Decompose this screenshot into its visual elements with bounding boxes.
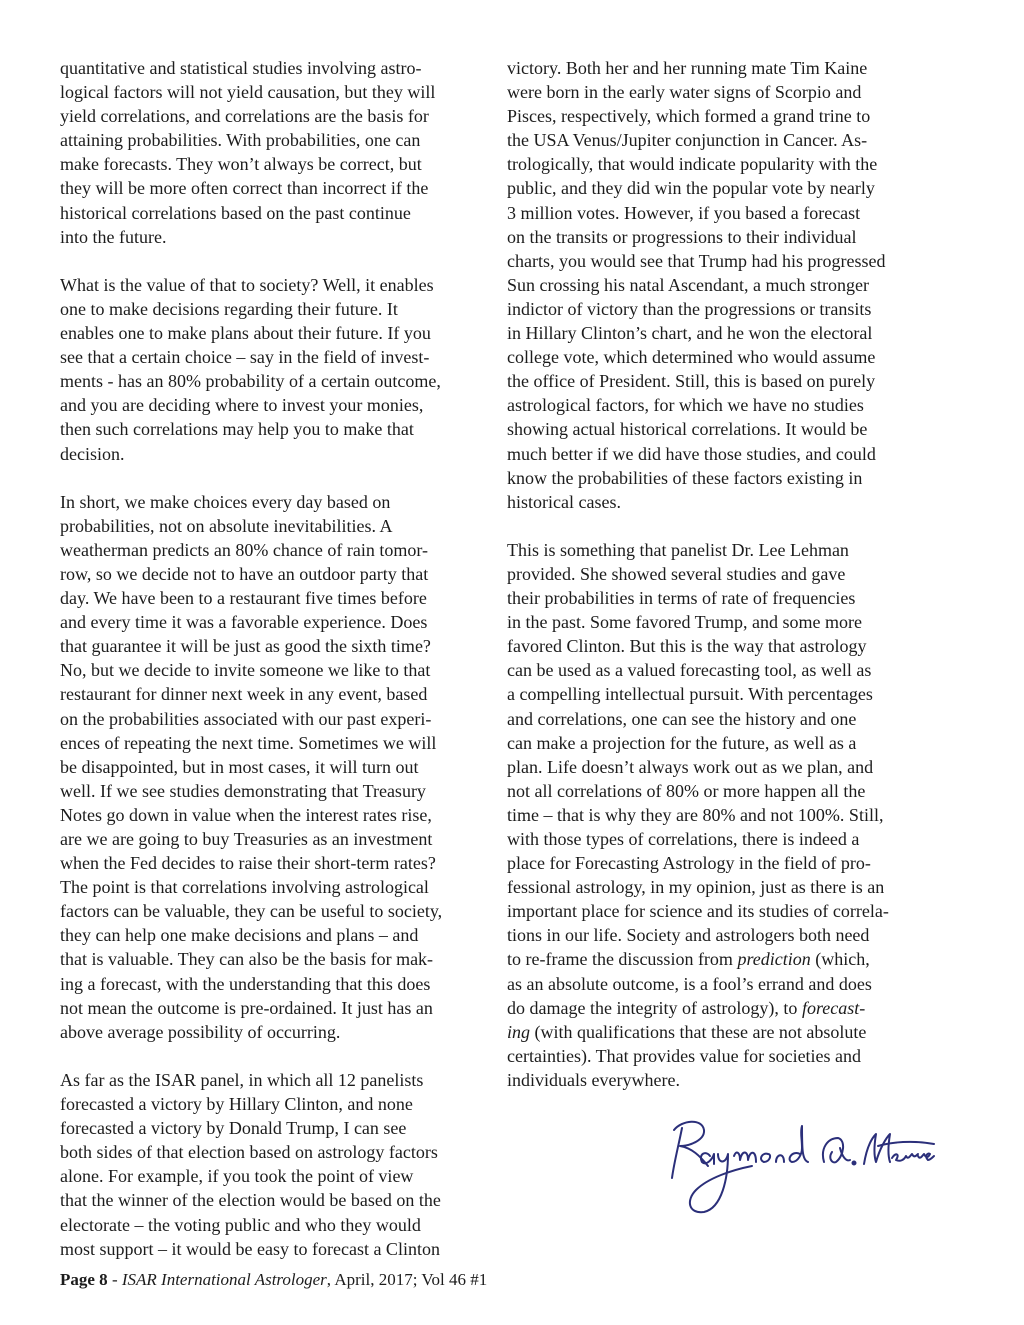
emphasis-forecasting: forecast-	[801, 997, 866, 1018]
text-line: weatherman predicts an 80% chance of rain tomor-	[60, 539, 428, 560]
text-line: much better if we did have those studies, and could	[507, 443, 876, 464]
left-column	[60, 56, 492, 1285]
text-run: (which,	[810, 949, 870, 970]
text-line: not mean the outcome is pre-ordained. It just has an	[60, 997, 433, 1018]
text-line: on the transits or progressions to their individual	[507, 226, 857, 247]
paragraph	[507, 56, 939, 514]
text-line: forecasted a victory by Donald Trump, I can see	[60, 1118, 407, 1139]
text-line: yield correlations, and correlations are the basis for	[60, 106, 429, 127]
page-footer	[60, 1270, 487, 1290]
text-line: In short, we make choices every day based on	[60, 491, 391, 512]
text-line: logical factors will not yield causation, but they will	[60, 82, 436, 103]
text-line: attaining probabilities. With probabilities, one can	[60, 130, 421, 151]
text-line: charts, you would see that Trump had his progressed	[507, 250, 886, 271]
text-line: one to make decisions regarding their future. It	[60, 298, 398, 319]
text-line: day. We have been to a restaurant five times before	[60, 588, 427, 609]
text-line: historical correlations based on the past continue	[60, 202, 411, 223]
text-line: astrological factors, for which we have no studies	[507, 395, 864, 416]
text-line	[507, 947, 939, 971]
text-run: to re-frame the discussion from	[507, 949, 738, 970]
right-column	[507, 56, 939, 1116]
text-line: can be used as a valued forecasting tool, as well as	[507, 660, 872, 681]
text-line: in Hillary Clinton’s chart, and he won the electoral	[507, 323, 873, 344]
text-line: place for Forecasting Astrology in the field of pro-	[507, 853, 871, 874]
text-line: quantitative and statistical studies involving astro-	[60, 58, 422, 78]
text-line: favored Clinton. But this is the way that astrology	[507, 636, 867, 657]
text-line: ences of repeating the next time. Sometimes we will	[60, 732, 437, 753]
text-line: with those types of correlations, there is indeed a	[507, 829, 860, 849]
text-line: make forecasts. They won’t always be correct, but	[60, 154, 422, 175]
text-line: Notes go down in value when the interest rates rise,	[60, 804, 432, 825]
paragraph	[60, 490, 492, 1044]
text-line: victory. Both her and her running mate Tim Kaine	[507, 58, 868, 78]
text-line: fessional astrology, in my opinion, just as there is an	[507, 877, 885, 898]
emphasis-prediction: prediction	[737, 949, 811, 970]
text-line: be disappointed, but in most cases, it will turn out	[60, 756, 419, 777]
paragraph	[60, 273, 492, 466]
text-line: enables one to make plans about their future. If you	[60, 323, 431, 344]
author-signature	[652, 1108, 937, 1223]
text-line: ments - has an 80% probability of a certain outcome,	[60, 371, 441, 392]
text-line: electorate – the voting public and who they would	[60, 1214, 421, 1235]
text-line: alone. For example, if you took the point of view	[60, 1166, 414, 1187]
text-line: the USA Venus/Jupiter conjunction in Cancer. As-	[507, 130, 868, 151]
page-number: Page 8	[60, 1270, 108, 1289]
text-line: plan. Life doesn’t always work out as we plan, and	[507, 756, 874, 777]
text-line: on the probabilities associated with our past experi-	[60, 708, 432, 729]
text-line: This is something that panelist Dr. Lee Lehman	[507, 539, 849, 560]
text-line: in the past. Some favored Trump, and some more	[507, 612, 862, 633]
text-line: that guarantee it will be just as good the sixth time?	[60, 636, 431, 657]
text-line: 3 million votes. However, if you based a forecast	[507, 202, 861, 223]
text-line: important place for science and its studies of correla-	[507, 901, 889, 922]
text-line: when the Fed decides to raise their short-term rates?	[60, 853, 436, 874]
text-line	[507, 1020, 939, 1044]
text-line: No, but we decide to invite someone we like to that	[60, 660, 431, 681]
text-line: forecasted a victory by Hillary Clinton, and none	[60, 1094, 413, 1115]
text-line: row, so we decide not to have an outdoor party that	[60, 563, 429, 584]
text-line: see that a certain choice – say in the field of invest-	[60, 347, 430, 368]
text-line: college vote, which determined who would assume	[507, 347, 876, 368]
text-line: their probabilities in terms of rate of frequencies	[507, 588, 856, 609]
emphasis-forecasting-cont: ing	[507, 1021, 531, 1042]
text-line: showing actual historical correlations. It would be	[507, 419, 868, 440]
text-line: restaurant for dinner next week in any event, based	[60, 684, 428, 705]
publication-title: ISAR International Astrologer	[121, 1270, 327, 1289]
text-line: indictor of victory than the progressions or transits	[507, 298, 872, 319]
paragraph	[60, 56, 492, 249]
text-line: both sides of that election based on astrology factors	[60, 1142, 438, 1163]
text-line: probabilities, not on absolute inevitabilities. A	[60, 515, 393, 536]
text-line: and you are deciding where to invest your monies,	[60, 395, 424, 416]
text-line: a compelling intellectual pursuit. With percentages	[507, 684, 873, 705]
text-line: and correlations, one can see the history and one	[507, 708, 857, 729]
text-line: into the future.	[60, 226, 167, 247]
text-line: they will be more often correct than incorrect if the	[60, 178, 429, 199]
text-line: they can help one make decisions and plans – and	[60, 925, 419, 946]
issue-info: , April, 2017; Vol 46 #1	[326, 1270, 488, 1289]
text-line: can make a projection for the future, as well as a	[507, 732, 857, 753]
text-line: the office of President. Still, this is based on purely	[507, 371, 876, 392]
text-line: well. If we see studies demonstrating that Treasury	[60, 780, 426, 801]
text-line: Pisces, respectively, which formed a grand trine to	[507, 106, 871, 127]
text-line: historical cases.	[507, 491, 621, 512]
text-line: decision.	[60, 443, 125, 464]
text-line: and every time it was a favorable experience. Does	[60, 612, 428, 633]
text-line: were born in the early water signs of Scorpio and	[507, 82, 862, 103]
text-line: tions in our life. Society and astrologers both need	[507, 925, 870, 946]
text-line: not all correlations of 80% or more happen all the	[507, 780, 866, 801]
text-line: As far as the ISAR panel, in which all 12 panelists	[60, 1069, 424, 1090]
paragraph	[60, 1068, 492, 1261]
text-line: as an absolute outcome, is a fool’s errand and does	[507, 973, 872, 994]
text-run: do damage the integrity of astrology), to	[507, 997, 802, 1018]
text-line: time – that is why they are 80% and not 100%. Still,	[507, 804, 884, 825]
text-line: Sun crossing his natal Ascendant, a much stronger	[507, 274, 869, 295]
text-line: public, and they did win the popular vote by nearly	[507, 178, 875, 199]
text-line: above average possibility of occurring.	[60, 1021, 341, 1042]
text-line: know the probabilities of these factors existing in	[507, 467, 863, 488]
text-line	[507, 996, 939, 1020]
text-line: What is the value of that to society? Well, it enables	[60, 274, 434, 295]
text-line: The point is that correlations involving astrological	[60, 877, 429, 898]
text-line: individuals everywhere.	[507, 1069, 680, 1090]
text-line: provided. She showed several studies and gave	[507, 563, 846, 584]
signature-drawing	[652, 1108, 937, 1223]
text-line: certainties). That provides value for societies and	[507, 1045, 862, 1066]
text-line: factors can be valuable, they can be useful to society,	[60, 901, 443, 922]
text-line: are we are going to buy Treasuries as an investment	[60, 829, 433, 849]
text-line: ing a forecast, with the understanding that this does	[60, 973, 431, 994]
text-line: trologically, that would indicate popularity with the	[507, 154, 878, 175]
paragraph	[507, 538, 939, 1092]
text-line: that is valuable. They can also be the basis for mak-	[60, 949, 434, 970]
text-line: most support – it would be easy to forecast a Clinton	[60, 1238, 440, 1259]
text-line: that the winner of the election would be based on the	[60, 1190, 441, 1211]
footer-separator: -	[107, 1270, 122, 1289]
text-run: (with qualifications that these are not absolute	[530, 1021, 867, 1042]
text-line: then such correlations may help you to make that	[60, 419, 414, 440]
